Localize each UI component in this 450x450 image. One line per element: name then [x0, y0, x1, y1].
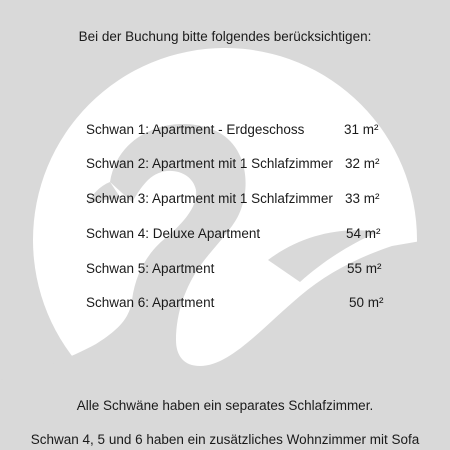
unit-size: 32 m² — [345, 156, 380, 171]
unit-row-6 — [0, 295, 450, 315]
unit-name: Schwan 5: Apartment — [86, 261, 215, 276]
unit-name: Schwan 4: Deluxe Apartment — [86, 226, 261, 241]
unit-name: Schwan 2: Apartment mit 1 Schlafzimmer — [86, 156, 333, 171]
unit-name: Schwan 1: Apartment - Erdgeschoss — [86, 122, 305, 137]
unit-row-5 — [0, 261, 450, 281]
unit-size: 31 m² — [344, 122, 379, 137]
unit-size: 50 m² — [349, 295, 384, 310]
unit-size: 33 m² — [345, 191, 380, 206]
page-heading: Bei der Buchung bitte folgendes berücksichtigen: — [78, 29, 372, 44]
unit-name: Schwan 3: Apartment mit 1 Schlafzimmer — [86, 191, 333, 206]
unit-row-3 — [0, 191, 450, 211]
unit-size: 55 m² — [347, 261, 382, 276]
note-bedroom: Alle Schwäne haben ein separates Schlafzimmer. — [76, 398, 374, 413]
unit-size: 54 m² — [346, 226, 381, 241]
unit-row-2 — [0, 156, 450, 176]
unit-row-4 — [0, 226, 450, 246]
unit-row-1 — [0, 122, 450, 142]
unit-name: Schwan 6: Apartment — [86, 295, 215, 310]
note-living-room: Schwan 4, 5 und 6 haben ein zusätzliches Wohnzimmer mit Sofa — [30, 432, 420, 447]
